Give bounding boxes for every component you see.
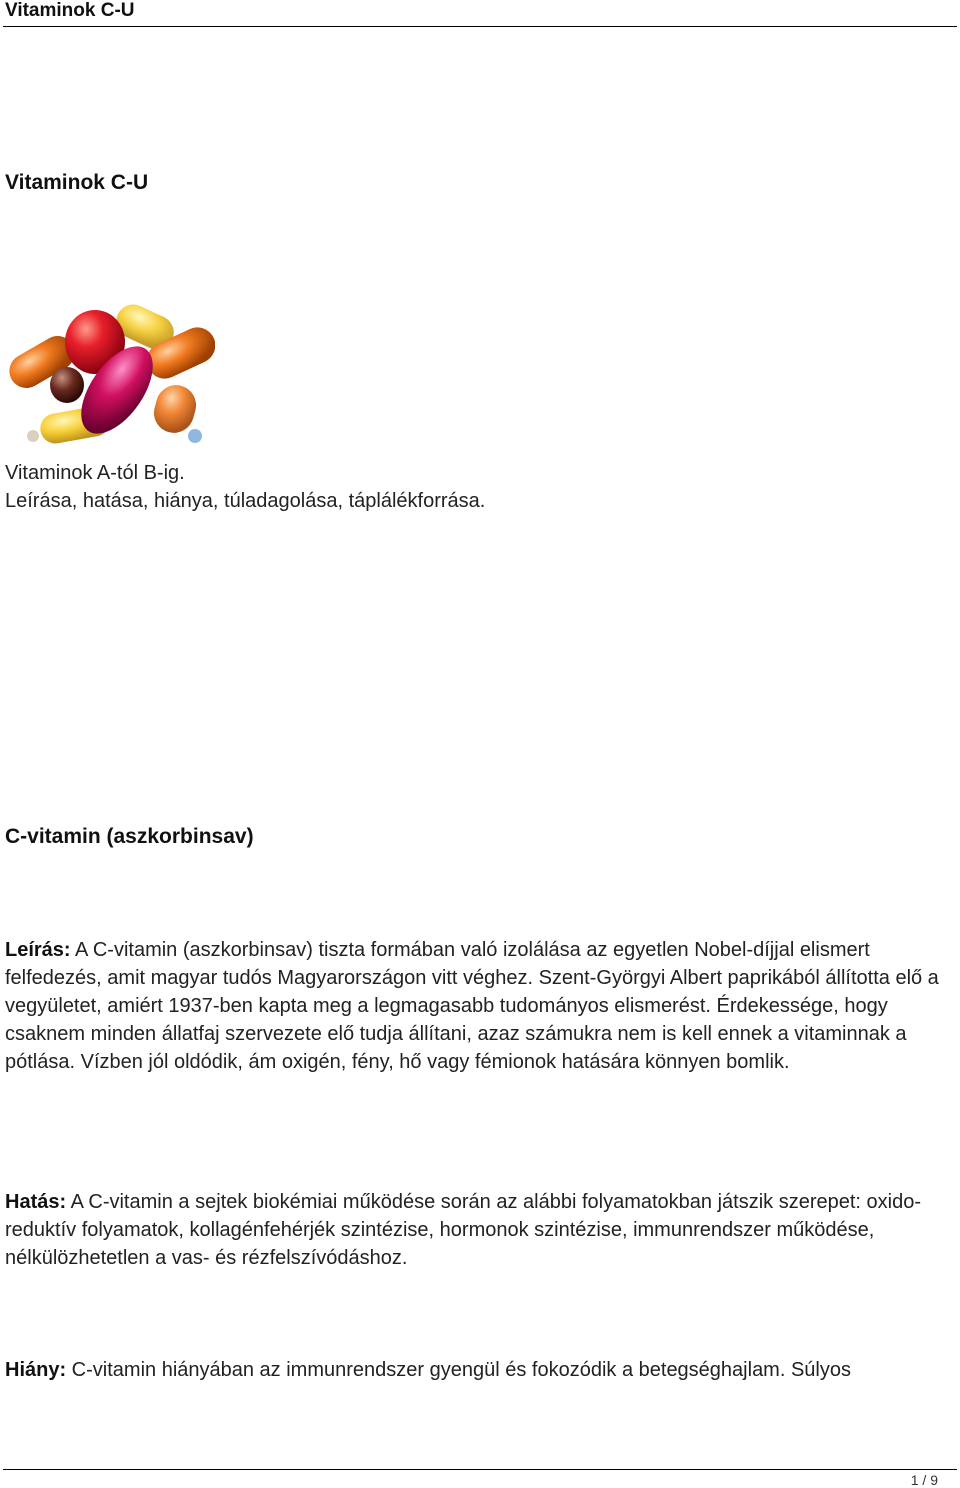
intro-block [5,459,485,515]
deficiency-text: C-vitamin hiányában az immunrendszer gyengül és fokozódik a betegséghajlam. Súlyos [66,1359,851,1381]
description-paragraph [5,936,950,1076]
description-text: A C-vitamin (aszkorbinsav) tiszta formában való izolálása az egyetlen Nobel-díjjal elismert felfedezés, amit magyar tudós Magyarországon vitt véghez. Szent-Györgyi Albert paprikából állította elő a vegyületet, amiért 1937-ben kapta meg a legmagasabb tudományos elismerést. Érdekessége, hogy csaknem minden állatfaj szervezete elő tudja állítani, azaz számukra nem is kell ennek a vitaminnak a pótlása. Vízben jól oldódik, ám oxigén, fény, hő vagy fémionok hatására könnyen bomlik. [5,939,939,1073]
brown-softgel-shape [50,367,84,403]
effect-paragraph [5,1188,950,1272]
deficiency-paragraph [5,1356,950,1384]
page-number: 1 / 9 [910,1472,938,1488]
header-divider [3,26,957,27]
white-bead-shape [27,430,39,442]
blue-bead-shape [188,429,202,443]
section-heading: C-vitamin (aszkorbinsav) [5,825,254,848]
orange-capsule-bottom-shape [149,381,200,438]
footer-divider [3,1469,957,1470]
vitamin-pills-image [5,290,215,450]
effect-text: A C-vitamin a sejtek biokémiai működése során az alábbi folyamatokban játszik szerepet: oxido-reduktív folyamatok, kollagénfehérjék szintézise, hormonok szintézise, immunrendszer működése, nélkülözhetetlen a vas- és rézfelszívódáshoz. [5,1191,922,1269]
description-label: Leírás: [5,939,71,961]
intro-line: Leírása, hatása, hiánya, túladagolása, táplálékforrása. [5,490,486,512]
running-header-title: Vitaminok C-U [5,0,135,21]
intro-line: Vitaminok A-tól B-ig. [5,462,185,484]
effect-label: Hatás: [5,1191,67,1213]
document-title: Vitaminok C-U [5,171,149,194]
deficiency-label: Hiány: [5,1359,67,1381]
